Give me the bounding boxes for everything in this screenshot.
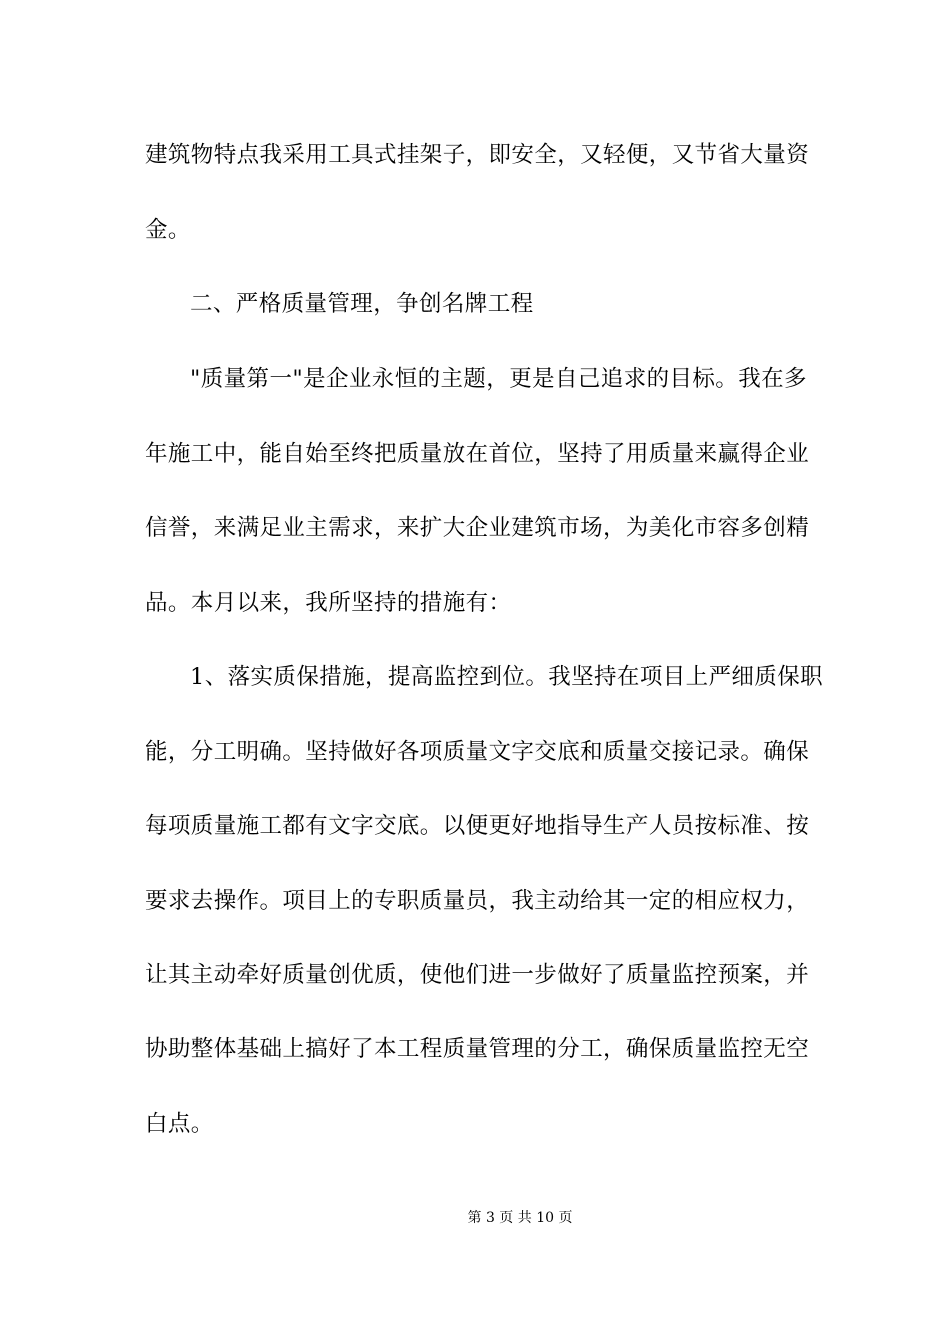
paragraph-3-line-1: "质量第一"是企业永恒的主题，更是自己追求的目标。我在多: [190, 366, 807, 392]
paragraph-3-line-3: 信誉，来满足业主需求，来扩大企业建筑市场，为美化市容多创精: [145, 515, 810, 541]
paragraph-1-line-1: 建筑物特点我采用工具式挂架子，即安全，又轻便，又节省大量资: [145, 142, 810, 168]
paragraph-4-line-7: 白点。: [145, 1111, 214, 1137]
paragraph-4-line-6: 协助整体基础上搞好了本工程质量管理的分工，确保质量监控无空: [145, 1036, 810, 1062]
paragraph-3-line-2: 年施工中，能自始至终把质量放在首位，坚持了用质量来赢得企业: [145, 441, 810, 467]
paragraph-4-line-4: 要求去操作。项目上的专职质量员，我主动给其一定的相应权力，: [145, 888, 810, 914]
section-heading: 二、严格质量管理，争创名牌工程: [190, 291, 534, 317]
paragraph-1-line-2: 金。: [145, 217, 191, 243]
paragraph-4-line-1: 1、落实质保措施，提高监控到位。我坚持在项目上严细质保职: [190, 664, 824, 690]
page-number-footer: 第 3 页 共 10 页: [467, 1210, 573, 1226]
paragraph-4-line-5: 让其主动牵好质量创优质，使他们进一步做好了质量监控预案，并: [145, 962, 810, 988]
paragraph-4-line-2: 能，分工明确。坚持做好各项质量文字交底和质量交接记录。确保: [145, 739, 810, 765]
paragraph-3-line-4: 品。本月以来，我所坚持的措施有：: [145, 590, 512, 616]
paragraph-4-line-3: 每项质量施工都有文字交底。以便更好地指导生产人员按标准、按: [145, 813, 810, 839]
